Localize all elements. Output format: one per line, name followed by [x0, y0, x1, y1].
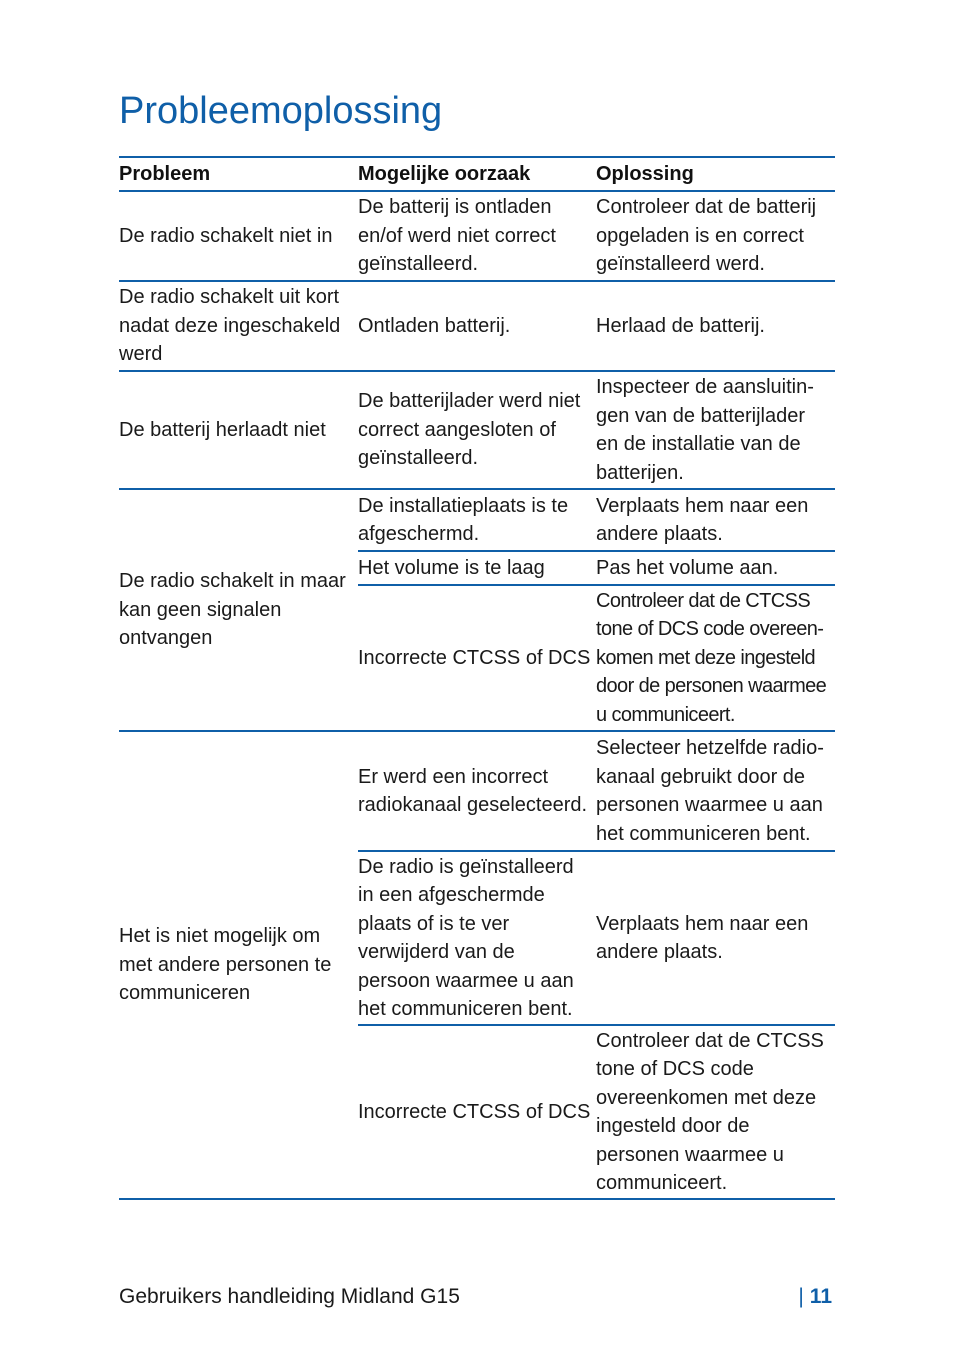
row1-problem: De radio schakelt niet in — [119, 224, 333, 247]
row4-problem: De radio schakelt in maar kan geen signalen ontvangen — [119, 570, 346, 650]
row2-cause: Ontladen batterij. — [358, 314, 511, 337]
row5-solution-1: Selecteer hetzelfde radio-kanaal gebruikt door de personen waarmee u aan het communiceren bent. — [596, 737, 824, 845]
row5-solution-3: Controleer dat de CTCSS tone of DCS code overeenkomen met deze ingesteld door de personen waarmee u communiceert. — [596, 1029, 824, 1194]
row5-problem: Het is niet mogelijk om met andere personen te communiceren — [119, 925, 332, 1005]
row3-cause: De batterijlader werd niet correct aangesloten of geïnstalleerd. — [358, 390, 581, 470]
row2-problem: De radio schakelt uit kort nadat deze ingeschakeld werd — [119, 286, 341, 366]
row4-solution-3: Controleer dat de CTCSS tone of DCS code overeen-komen met deze ingesteld door de personen waarmee u communiceert. — [596, 589, 827, 726]
row1-cause: De batterij is ontladen en/of werd niet correct geïnstalleerd. — [358, 196, 556, 276]
row4-solution-2: Pas het volume aan. — [596, 556, 779, 579]
footer-manual-title: Gebruikers handleiding Midland G15 — [119, 1285, 460, 1308]
table-bottom-rule — [119, 1198, 835, 1200]
row4-cause-2: Het volume is te laag — [358, 556, 545, 579]
page-number: 11 — [809, 1285, 832, 1308]
row5-cause-3: Incorrecte CTCSS of DCS — [358, 1100, 591, 1123]
header-solution: Oplossing — [596, 162, 694, 185]
row3-solution: Inspecteer de aansluitin-gen van de batterijlader en de installatie van de batterijen. — [596, 376, 814, 484]
header-cause: Mogelijke oorzaak — [358, 162, 531, 185]
row1-solution: Controleer dat de batterij opgeladen is en correct geïnstalleerd werd. — [596, 196, 817, 276]
footer-page-number — [798, 1282, 832, 1312]
row5-cause-2: De radio is geïnstalleerd in een afgeschermde plaats of is te ver verwijderd van de persoon waarmee u aan het communiceren bent. — [358, 855, 574, 1020]
row5-solution-2: Verplaats hem naar een andere plaats. — [596, 912, 809, 963]
page-title: Probleemoplossing — [119, 90, 443, 132]
row4-solution-1: Verplaats hem naar een andere plaats. — [596, 494, 809, 545]
row2-solution: Herlaad de batterij. — [596, 314, 765, 337]
row5-cause-1: Er werd een incorrect radiokanaal geselecteerd. — [358, 765, 588, 816]
header-problem: Probleem — [119, 162, 211, 185]
row3-problem: De batterij herlaadt niet — [119, 418, 326, 441]
row4-cause-1: De installatieplaats is te afgeschermd. — [358, 494, 569, 545]
row4-cause-3: Incorrecte CTCSS of DCS — [358, 646, 591, 669]
footer-separator: | — [798, 1285, 804, 1308]
